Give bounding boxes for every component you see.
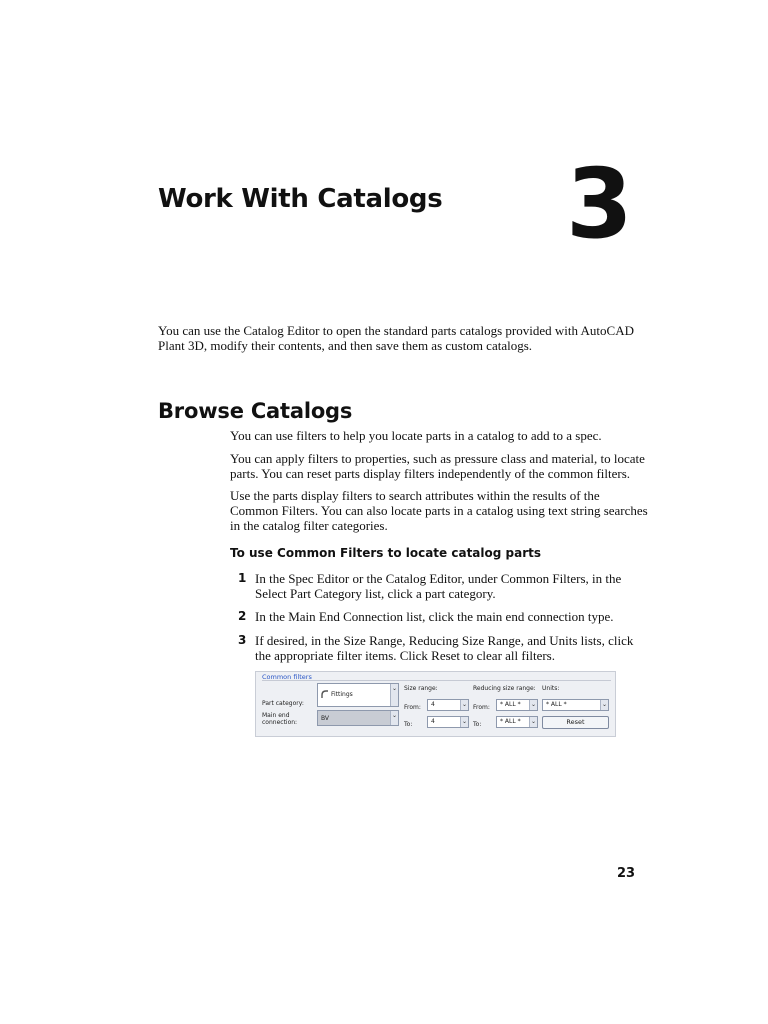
size-from-label: From: xyxy=(404,704,421,711)
reducing-to-value: * ALL * xyxy=(500,718,521,725)
chevron-down-icon[interactable]: ⌄ xyxy=(461,718,468,725)
step-text: In the Main End Connection list, click the main end connection type. xyxy=(255,609,614,624)
units-value: * ALL * xyxy=(546,701,567,708)
procedure-title: To use Common Filters to locate catalog parts xyxy=(230,546,542,560)
part-category-select[interactable] xyxy=(317,683,399,707)
size-to-select[interactable] xyxy=(427,716,469,728)
step-item xyxy=(230,609,650,624)
page-number: 23 xyxy=(617,866,636,881)
chevron-down-icon[interactable]: ⌄ xyxy=(601,701,608,708)
section-heading: Browse Catalogs xyxy=(158,399,353,423)
part-category-value: Fittings xyxy=(331,691,353,698)
main-end-connection-select[interactable] xyxy=(317,710,399,726)
chapter-title: Work With Catalogs xyxy=(158,184,443,214)
step-number: 3 xyxy=(238,633,247,647)
size-from-value: 4 xyxy=(431,701,435,708)
reducing-from-select[interactable] xyxy=(496,699,538,711)
units-label: Units: xyxy=(542,685,560,692)
size-from-select[interactable] xyxy=(427,699,469,711)
size-range-label: Size range: xyxy=(404,685,438,692)
main-end-value: BV xyxy=(321,715,330,722)
part-category-label: Part category: xyxy=(262,700,304,707)
units-select[interactable] xyxy=(542,699,609,711)
chapter-number: 3 xyxy=(566,148,633,260)
step-item xyxy=(230,571,650,601)
step-item xyxy=(230,633,650,663)
chevron-down-icon[interactable]: ⌄ xyxy=(530,718,537,725)
chevron-down-icon[interactable]: ⌄ xyxy=(461,701,468,708)
main-end-label-line1: Main end xyxy=(262,712,290,719)
step-text: In the Spec Editor or the Catalog Editor, under Common Filters, in the Select Part Category list, click a part category. xyxy=(255,571,622,601)
intro-paragraph: You can use the Catalog Editor to open the standard parts catalogs provided with AutoCAD Plant 3D, modify their contents, and then save them as custom catalogs. xyxy=(158,323,634,353)
size-to-label: To: xyxy=(404,721,413,728)
reducing-size-label: Reducing size range: xyxy=(473,685,536,692)
chevron-down-icon[interactable]: ⌄ xyxy=(390,711,398,725)
common-filters-panel xyxy=(255,671,616,737)
reset-button[interactable]: Reset xyxy=(542,716,609,729)
paragraph: You can apply filters to properties, such as pressure class and material, to locate parts. You can reset parts display filters independently of the common filters. xyxy=(230,451,645,481)
step-number: 2 xyxy=(238,609,247,623)
elbow-fitting-icon xyxy=(321,690,329,703)
main-end-label-line2: connection: xyxy=(262,719,298,726)
reducing-to-label: To: xyxy=(473,721,482,728)
reducing-to-select[interactable] xyxy=(496,716,538,728)
chevron-down-icon[interactable]: ⌄ xyxy=(530,701,537,708)
common-filters-title: Common filters xyxy=(262,673,312,681)
reducing-from-value: * ALL * xyxy=(500,701,521,708)
chevron-down-icon[interactable]: ⌄ xyxy=(390,684,398,706)
step-text: If desired, in the Size Range, Reducing Size Range, and Units lists, click the appropriate filter items. Click Reset to clear all filters. xyxy=(255,633,634,663)
step-number: 1 xyxy=(238,571,247,585)
group-divider xyxy=(262,680,611,681)
size-to-value: 4 xyxy=(431,718,435,725)
paragraph: Use the parts display filters to search attributes within the results of the Common Filters. You can also locate parts in a catalog using text string searches in the catalog filter categories. xyxy=(230,488,648,533)
reducing-from-label: From: xyxy=(473,704,490,711)
paragraph: You can use filters to help you locate parts in a catalog to add to a spec. xyxy=(230,428,602,443)
